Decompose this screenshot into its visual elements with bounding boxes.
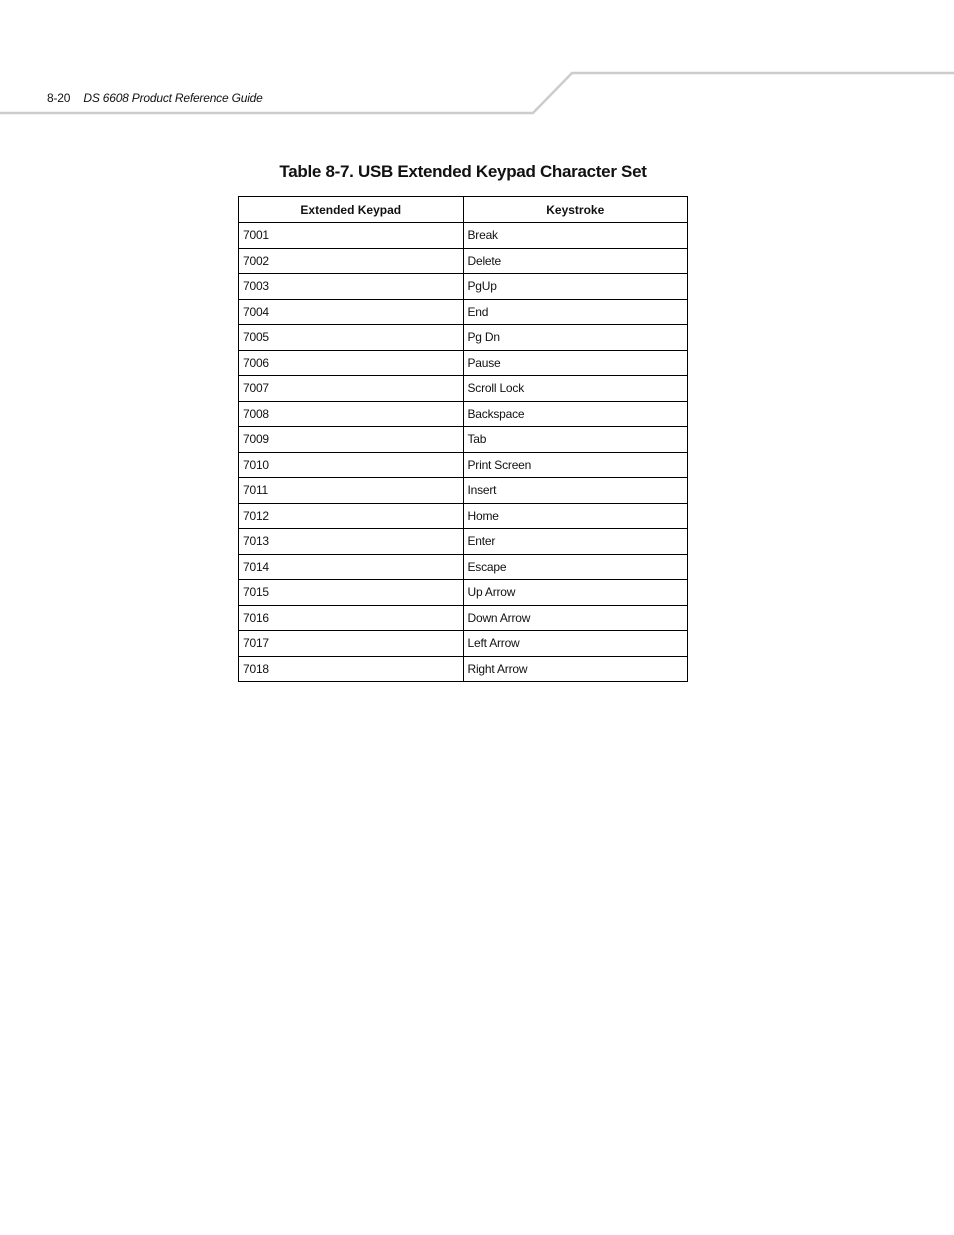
column-header-extended-keypad: Extended Keypad — [239, 197, 464, 223]
cell-keystroke: Print Screen — [463, 452, 688, 478]
keypad-table — [238, 196, 688, 682]
cell-keystroke: End — [463, 299, 688, 325]
table-row — [239, 274, 688, 300]
cell-keystroke: Right Arrow — [463, 656, 688, 682]
cell-keystroke: Pause — [463, 350, 688, 376]
column-header-keystroke: Keystroke — [463, 197, 688, 223]
cell-extended-keypad: 7005 — [239, 325, 464, 351]
table-row — [239, 478, 688, 504]
cell-keystroke: PgUp — [463, 274, 688, 300]
cell-keystroke: Home — [463, 503, 688, 529]
table-row — [239, 631, 688, 657]
cell-keystroke: Up Arrow — [463, 580, 688, 606]
table-row — [239, 529, 688, 555]
cell-keystroke: Tab — [463, 427, 688, 453]
cell-extended-keypad: 7013 — [239, 529, 464, 555]
page-number: 8-20 — [47, 91, 71, 105]
table-header-row — [239, 197, 688, 223]
cell-extended-keypad: 7003 — [239, 274, 464, 300]
cell-extended-keypad: 7007 — [239, 376, 464, 402]
cell-keystroke: Escape — [463, 554, 688, 580]
cell-keystroke: Backspace — [463, 401, 688, 427]
table-row — [239, 223, 688, 249]
table-row — [239, 325, 688, 351]
cell-extended-keypad: 7016 — [239, 605, 464, 631]
table-row — [239, 656, 688, 682]
table-row — [239, 299, 688, 325]
table-row — [239, 452, 688, 478]
table-row — [239, 427, 688, 453]
cell-extended-keypad: 7015 — [239, 580, 464, 606]
cell-keystroke: Scroll Lock — [463, 376, 688, 402]
table-row — [239, 350, 688, 376]
table-row — [239, 401, 688, 427]
cell-keystroke: Left Arrow — [463, 631, 688, 657]
cell-extended-keypad: 7012 — [239, 503, 464, 529]
table-body — [239, 223, 688, 682]
cell-keystroke: Enter — [463, 529, 688, 555]
table-row — [239, 248, 688, 274]
cell-keystroke: Insert — [463, 478, 688, 504]
cell-keystroke: Break — [463, 223, 688, 249]
cell-extended-keypad: 7009 — [239, 427, 464, 453]
table-row — [239, 376, 688, 402]
cell-extended-keypad: 7014 — [239, 554, 464, 580]
cell-extended-keypad: 7006 — [239, 350, 464, 376]
guide-title: DS 6608 Product Reference Guide — [83, 91, 263, 105]
cell-extended-keypad: 7002 — [239, 248, 464, 274]
cell-extended-keypad: 7001 — [239, 223, 464, 249]
table-row — [239, 605, 688, 631]
cell-extended-keypad: 7010 — [239, 452, 464, 478]
table-row — [239, 554, 688, 580]
table-row — [239, 580, 688, 606]
cell-extended-keypad: 7008 — [239, 401, 464, 427]
cell-extended-keypad: 7017 — [239, 631, 464, 657]
cell-keystroke: Down Arrow — [463, 605, 688, 631]
table-title: Table 8-7. USB Extended Keypad Character Set — [279, 162, 647, 181]
cell-keystroke: Delete — [463, 248, 688, 274]
table-row — [239, 503, 688, 529]
cell-extended-keypad: 7011 — [239, 478, 464, 504]
cell-extended-keypad: 7018 — [239, 656, 464, 682]
cell-extended-keypad: 7004 — [239, 299, 464, 325]
running-header — [47, 91, 263, 105]
header-rule — [0, 0, 954, 130]
cell-keystroke: Pg Dn — [463, 325, 688, 351]
